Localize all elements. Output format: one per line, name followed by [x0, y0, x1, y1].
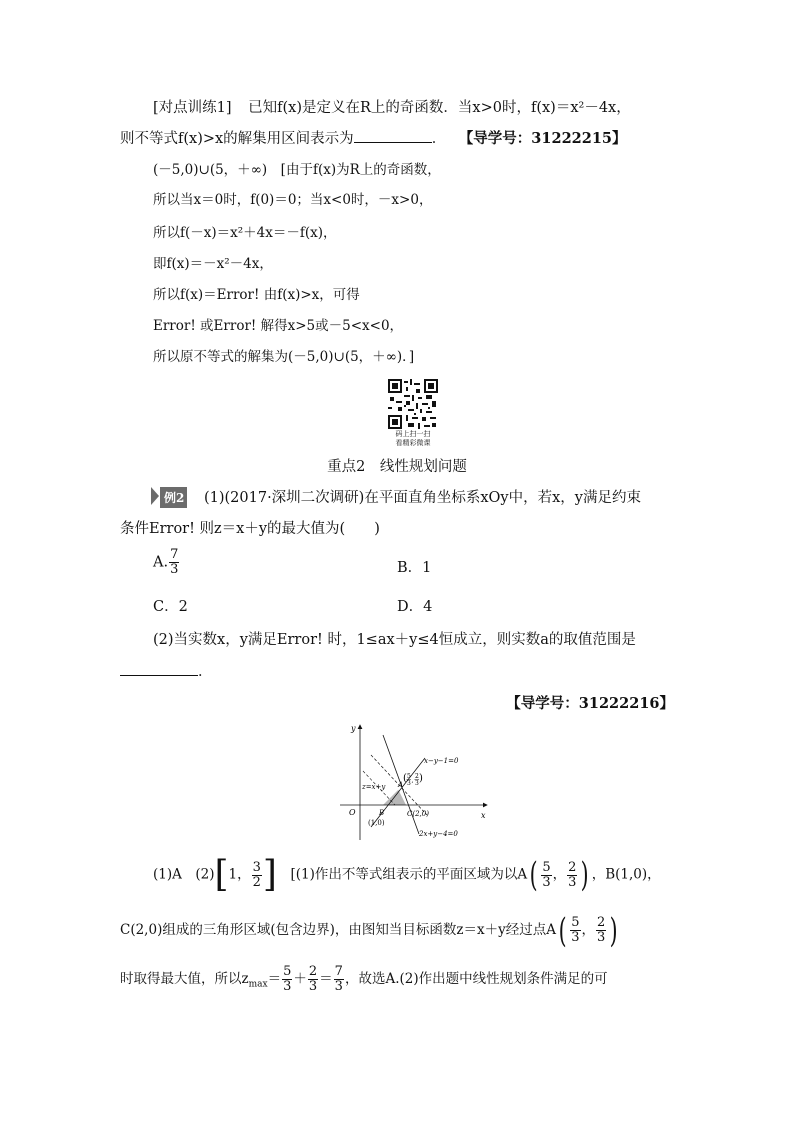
example-tag: 例2: [160, 487, 187, 508]
practice-answer-3: 所以f(－x)＝x²＋4x＝－f(x)，: [153, 225, 337, 241]
point-a-paren-close: ): [419, 773, 423, 784]
bracket-open: [: [214, 854, 229, 895]
result-fraction: [334, 965, 344, 994]
example-part-1: (1)(2017·深圳二次调研)在平面直角坐标系xOy中，若x，y满足约束: [203, 490, 641, 506]
solution-text-3: 时取得最大值，所以z: [120, 971, 249, 987]
paren-open: (: [529, 855, 538, 895]
practice-question-1: 已知f(x)是定义在R上的奇函数．当x>0时，f(x)＝x²－4x，: [248, 100, 631, 116]
result-numerator: 7: [334, 964, 343, 979]
example-line-4: [120, 661, 213, 682]
example-line-2: 条件Error! 则z＝x＋y的最大值为( ): [120, 521, 380, 537]
practice-question-2: 则不等式f(x)>x的解集用区间表示为: [120, 131, 354, 147]
sum1-numerator: 5: [283, 964, 292, 979]
solution-line-2: [120, 910, 621, 951]
solution-comma-2: ，: [581, 922, 596, 938]
paren-close: ): [581, 855, 590, 895]
paren-open-2: (: [558, 910, 567, 951]
point-a-paren-open: (: [403, 773, 407, 784]
equals-1: ＝: [267, 971, 282, 987]
option-a-fraction: [169, 548, 179, 577]
point-a-num1: 5: [407, 773, 411, 780]
z-max-subscript: max: [248, 979, 268, 990]
point-a-label: A: [398, 781, 404, 789]
ax2-numerator: 5: [571, 915, 580, 930]
origin-label: O: [349, 808, 356, 817]
qr-caption-1: 码上扫一扫: [395, 430, 431, 438]
sum-fraction-1: [282, 965, 292, 994]
practice-answer-6: Error! 或Error! 解得x>5或－5<x<0，: [153, 318, 404, 334]
line2-label: 2x+y−4=0: [419, 830, 458, 838]
practice-line-1: [153, 98, 631, 118]
bracket-close: ]: [262, 854, 277, 895]
range-denominator: 2: [252, 874, 261, 890]
x-axis-label: x: [481, 811, 486, 820]
ax-denominator: 3: [542, 874, 551, 890]
qr-caption-2: 看精彩微课: [395, 439, 431, 447]
practice-answer-5: 所以f(x)＝Error! 由f(x)>x，可得: [153, 287, 360, 303]
option-a: [153, 548, 180, 577]
solution-range-start: 1，: [228, 866, 251, 883]
point-c-label: C(2,0): [407, 810, 429, 818]
solution-line-3: [120, 962, 608, 1002]
practice-label: [对点训练1]: [153, 100, 232, 116]
practice-answer-7: 所以原不等式的解集为(－5,0)∪(5，＋∞)．]: [153, 349, 415, 365]
example-period: ．: [198, 664, 213, 680]
plus-sign: ＋: [293, 971, 307, 987]
sum1-denominator: 3: [283, 979, 292, 994]
range-numerator: 3: [252, 859, 261, 875]
objective-label: z=x+y: [362, 783, 386, 791]
option-a-denominator: 3: [170, 562, 179, 577]
practice-answer-4: 即f(x)＝－x²－4x，: [153, 256, 273, 272]
ax2-denominator: 3: [571, 930, 580, 945]
answer-blank-2: [120, 661, 198, 676]
solution-text-1c: ，B(1,0)，: [591, 866, 661, 883]
ay-denominator: 3: [568, 874, 577, 890]
point-b-label: B: [379, 809, 385, 817]
option-a-label: A.: [153, 554, 169, 571]
sum2-denominator: 3: [308, 979, 318, 994]
solution-text-1: [(1)作出不等式组表示的平面区域为以A: [276, 866, 528, 883]
answer-blank: [354, 128, 432, 143]
option-b: B．1: [397, 560, 432, 576]
ax-numerator: 5: [542, 859, 551, 875]
option-a-numerator: 7: [170, 547, 179, 562]
point-b-coord: (1,0): [368, 819, 385, 827]
result-denominator: 3: [334, 979, 343, 994]
equals-2: ＝: [319, 971, 333, 987]
ay2-numerator: 2: [597, 915, 606, 930]
line1-label: x−y−1=0: [424, 757, 459, 765]
option-d: D．4: [397, 599, 433, 615]
point-a-comma: ,: [411, 777, 414, 784]
y-axis-label: y: [351, 724, 356, 733]
solution-line-1: [153, 854, 661, 895]
sum-fraction-2: [308, 965, 318, 994]
example-reference: 【导学号：31222216】: [506, 695, 674, 712]
point-a-num2: 2: [415, 773, 419, 780]
point-a-y-fraction-2: [596, 916, 606, 945]
practice-answer-1: (－5,0)∪(5，＋∞) [由于f(x)为R上的奇函数，: [153, 162, 441, 178]
solution-comma: ，: [552, 866, 567, 883]
point-a-x-fraction-2: [570, 916, 580, 945]
practice-answer-2: 所以当x＝0时，f(0)＝0；当x<0时，－x>0，: [153, 192, 433, 208]
paren-close-2: ): [609, 910, 618, 951]
linear-programming-figure: [335, 715, 495, 845]
practice-period: ．: [431, 131, 447, 147]
solution-text-2: C(2,0)组成的三角形区域(包含边界)，由图知当目标函数z＝x＋y经过点A: [120, 922, 556, 938]
point-a-y-fraction: [567, 861, 577, 890]
solution-range-fraction: [252, 861, 262, 890]
point-a-x-fraction: [541, 861, 551, 890]
solution-answers: (1)A (2): [153, 866, 215, 883]
ay2-denominator: 3: [597, 930, 606, 945]
option-c: C．2: [153, 599, 188, 615]
sum2-numerator: 2: [308, 964, 318, 979]
example-part-2: (2)当实数x，y满足Error! 时，1≤ax＋y≤4恒成立，则实数a的取值范围是: [153, 632, 636, 648]
point-a-den1: 3: [407, 780, 411, 787]
qr-code-icon[interactable]: [388, 379, 438, 429]
solution-text-3b: ，故选A.(2)作出题中线性规划条件满足的可: [344, 971, 608, 987]
ay-numerator: 2: [568, 859, 577, 875]
practice-reference: 【导学号：31222215】: [458, 130, 627, 147]
example-line-1: [160, 487, 641, 508]
point-a-den2: 3: [415, 780, 419, 787]
practice-line-2: [120, 128, 627, 149]
section-title: 重点2 线性规划问题: [327, 459, 467, 475]
